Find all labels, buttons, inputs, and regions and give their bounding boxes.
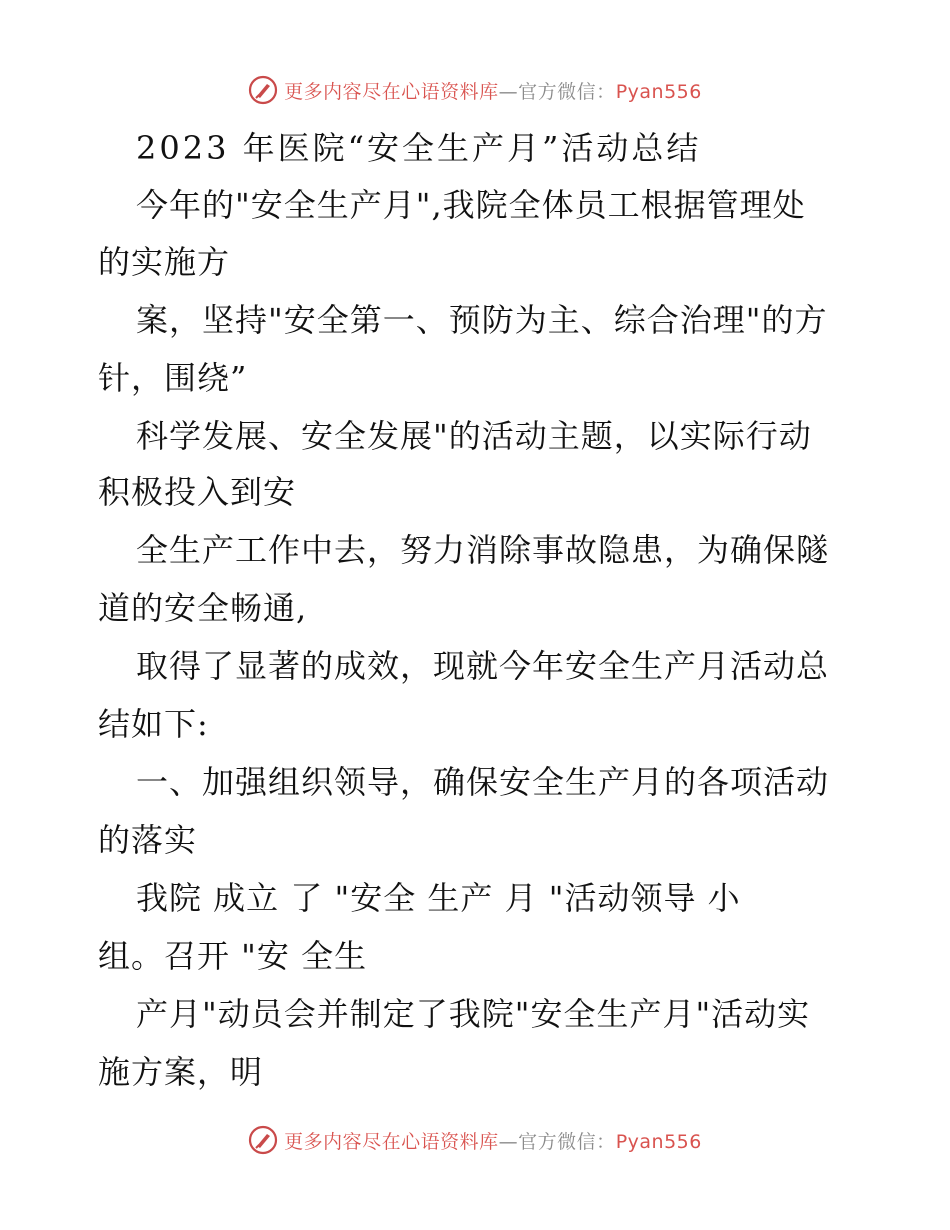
paragraph-line: 积极投入到安	[98, 473, 297, 511]
paragraph-line: 结如下:	[98, 705, 209, 743]
watermark-text	[284, 1127, 702, 1154]
watermark-main: 更多内容尽在心语资料库	[284, 80, 499, 103]
watermark-main: 更多内容尽在心语资料库	[284, 1130, 499, 1153]
footer-watermark	[0, 1120, 950, 1160]
feather-pen-logo-icon	[248, 1125, 278, 1155]
paragraph-line: 组。召开 "安 全生	[98, 937, 368, 975]
paragraph-line: 我院 成立 了 "安全 生产 月 "活动领导 小	[136, 879, 741, 917]
watermark-dash: —	[498, 80, 519, 103]
document-title: 2023 年医院“安全生产月”活动总结	[136, 129, 702, 167]
paragraph-line: 今年的"安全生产月",我院全体员工根据管理处	[136, 186, 806, 224]
paragraph-line: 道的安全畅通,	[98, 589, 308, 627]
paragraph-line: 针，围绕”	[98, 359, 248, 397]
paragraph-line: 产月"动员会并制定了我院"安全生产月"活动实	[136, 995, 811, 1033]
watermark-id: Pyan556	[615, 80, 702, 103]
watermark-label: 官方微信：	[518, 1130, 616, 1153]
paragraph-line: 科学发展、安全发展"的活动主题，以实际行动	[136, 417, 812, 455]
watermark-dash: —	[498, 1130, 519, 1153]
paragraph-line: 的实施方	[98, 243, 231, 281]
section-heading: 一、加强组织领导，确保安全生产月的各项活动	[136, 763, 830, 801]
paragraph-line: 施方案，明	[98, 1053, 264, 1091]
paragraph-line: 全生产工作中去，努力消除事故隐患，为确保隧	[136, 531, 830, 569]
watermark-id: Pyan556	[615, 1130, 702, 1153]
paragraph-line: 案，坚持"安全第一、预防为主、综合治理"的方	[136, 301, 828, 339]
watermark-label: 官方微信：	[518, 80, 616, 103]
paragraph-line: 取得了显著的成效，现就今年安全生产月活动总	[136, 647, 830, 685]
paragraph-line: 的落实	[98, 821, 198, 859]
